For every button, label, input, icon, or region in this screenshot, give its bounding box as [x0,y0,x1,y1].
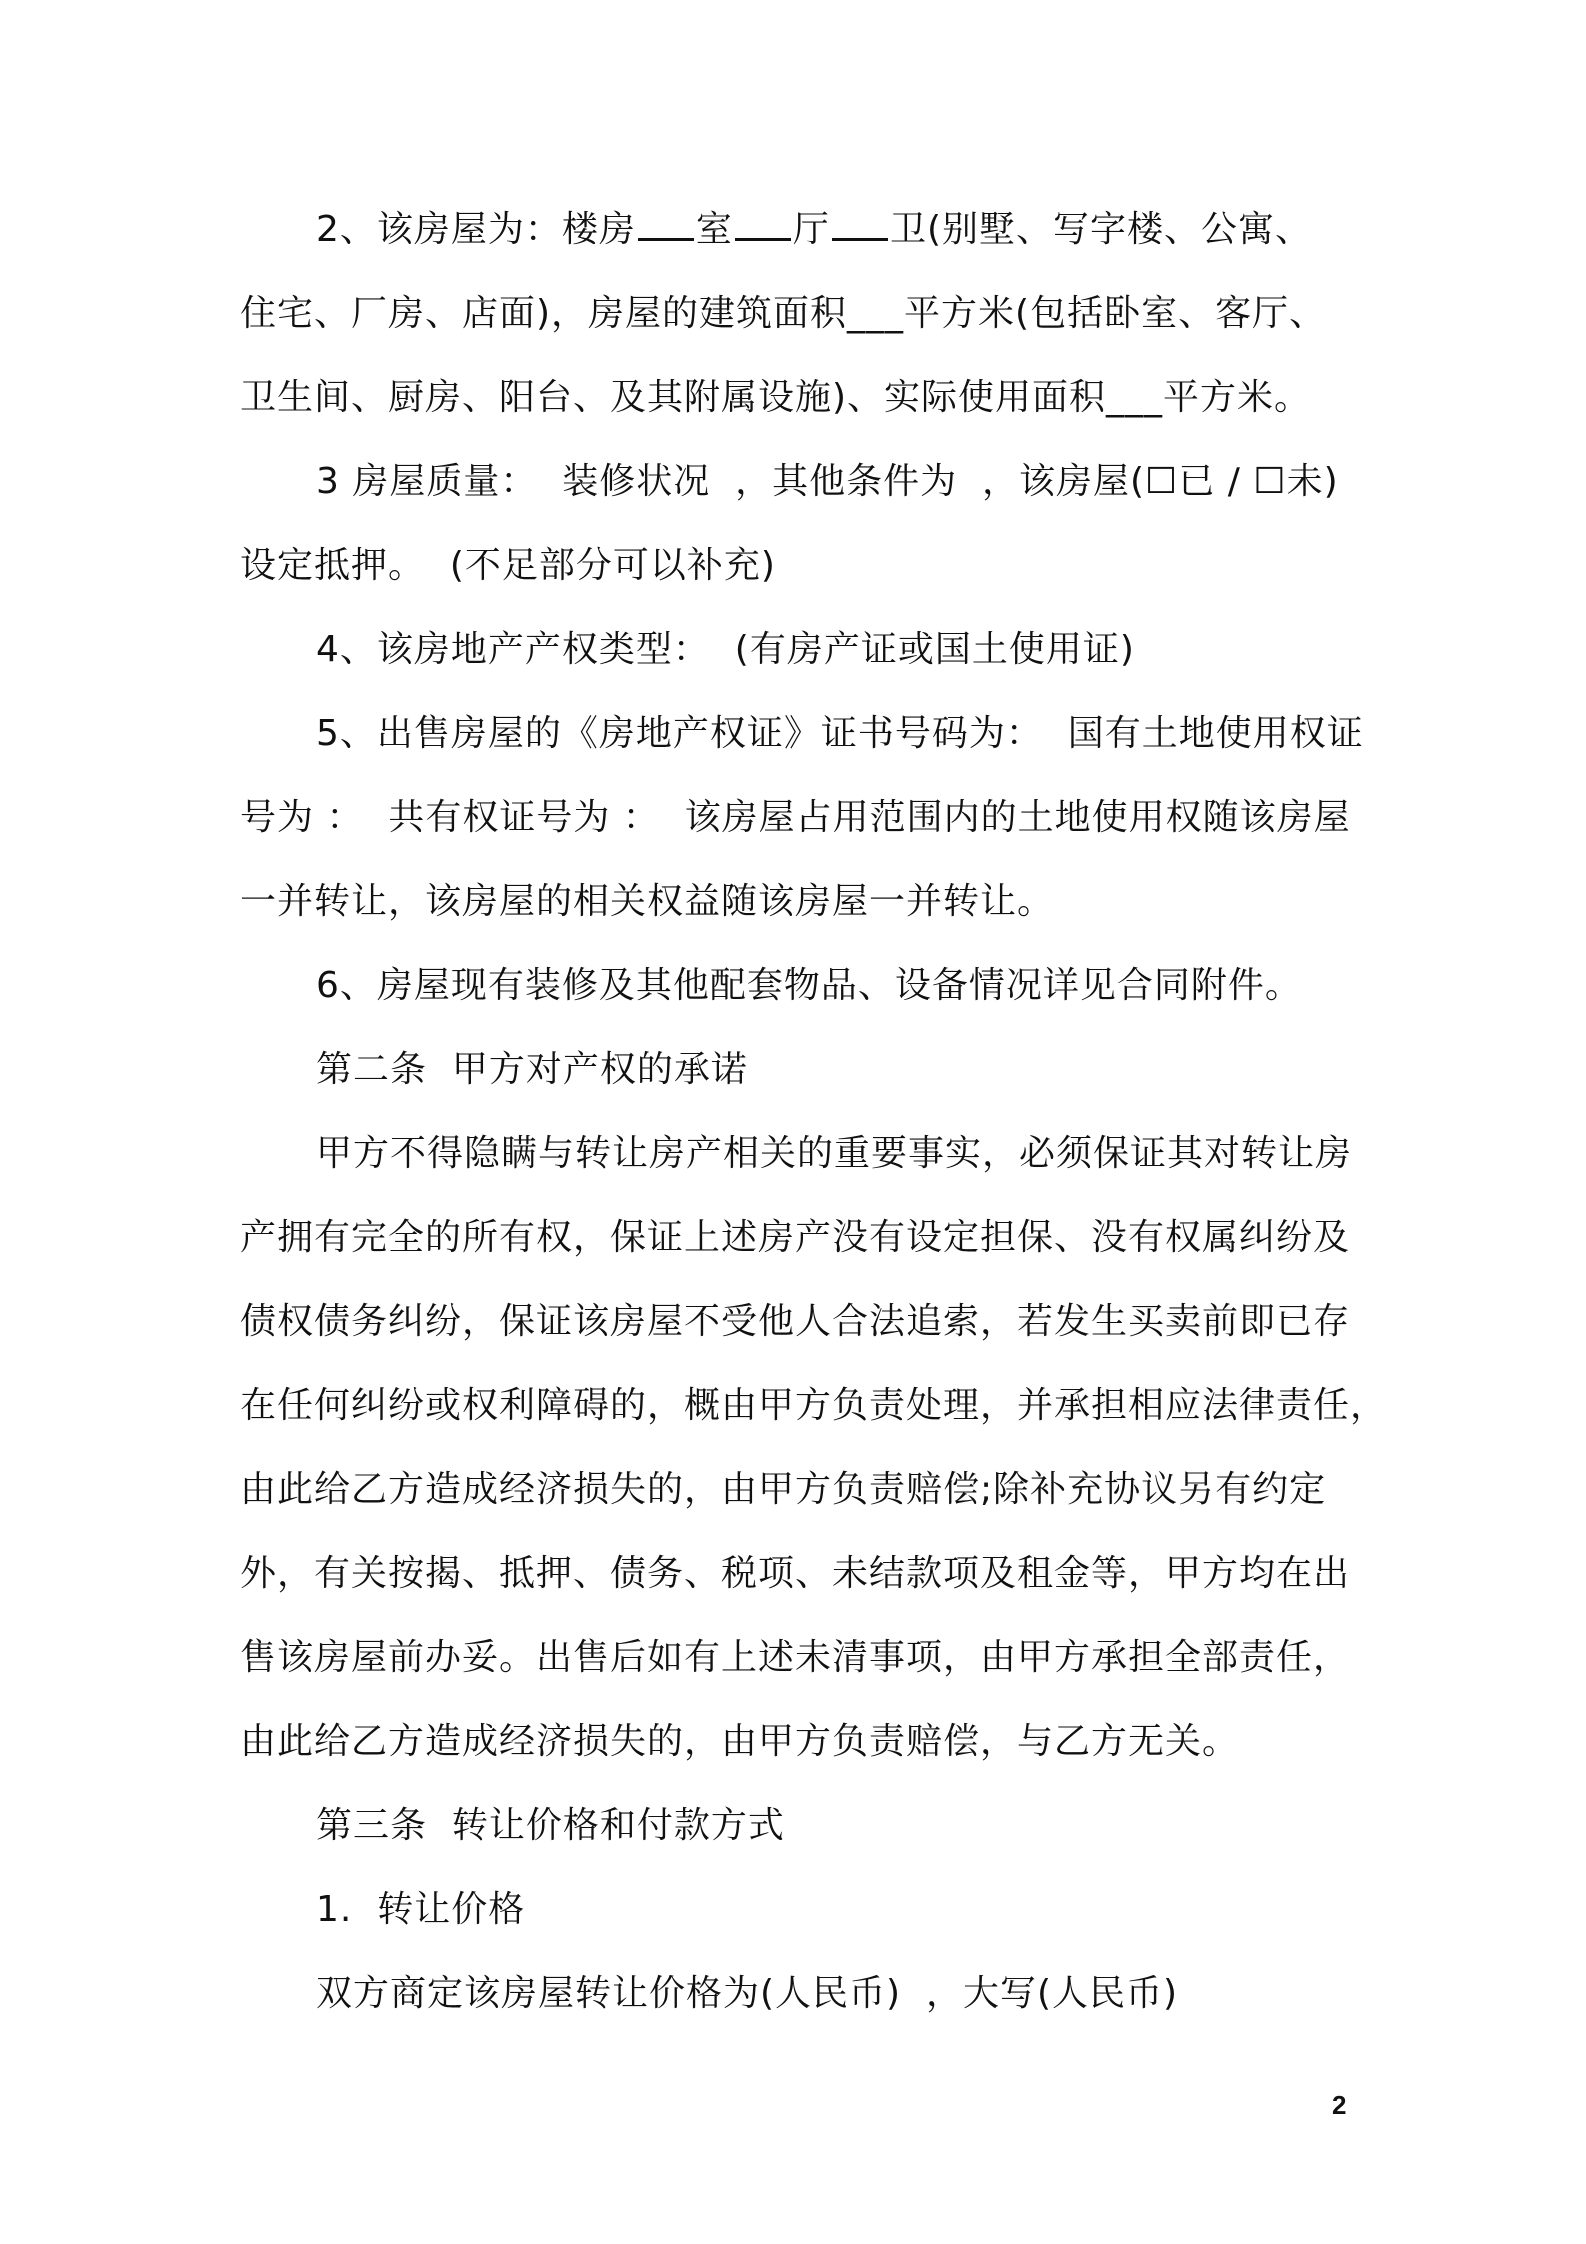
paragraph-line: 一并转让，该房屋的相关权益随该房屋一并转让。 [240,881,1055,922]
blank-halls [735,208,791,241]
page-number: 2 [1332,2090,1347,2120]
clause-1-item-2 [316,206,1312,254]
paragraph-line: 号为 ： 共有权证号为 ： 该房屋占用范围内的土地使用权随该房屋 [240,797,1351,838]
paragraph-line: 外，有关按揭、抵押、债务、税项、未结款项及租金等，甲方均在出 [240,1553,1351,1594]
blank-baths [832,208,888,241]
section-heading-article-3: 第三条 转让价格和付款方式 [316,1805,785,1846]
blank-rooms [638,208,694,241]
clause-1-item-3: 3 房屋质量： 装修状况 ，其他条件为 ，该房屋(☐已 / ☐未) [316,461,1339,502]
clause-1-item-4: 4、该房地产产权类型： (有房产证或国土使用证) [316,629,1135,670]
text-segment: 室 [695,209,733,250]
paragraph-line: 双方商定该房屋转让价格为(人民币) ，大写(人民币) [316,1973,1179,2014]
paragraph-line: 在任何纠纷或权利障碍的，概由甲方负责处理，并承担相应法律责任， [240,1385,1388,1426]
paragraph-line: 设定抵押。 (不足部分可以补充) [240,545,776,586]
text-segment: 2、该房屋为：楼房 [316,209,636,250]
paragraph-line: 债权债务纠纷，保证该房屋不受他人合法追索，若发生买卖前即已存 [240,1301,1351,1342]
paragraph-line: 产拥有完全的所有权，保证上述房产没有设定担保、没有权属纠纷及 [240,1217,1351,1258]
clause-1-item-6: 6、房屋现有装修及其他配套物品、设备情况详见合同附件。 [316,965,1302,1006]
paragraph-line: 由此给乙方造成经济损失的，由甲方负责赔偿，与乙方无关。 [240,1721,1240,1762]
paragraph-line: 住宅、厂房、店面)，房屋的建筑面积___平方米(包括卧室、客厅、 [240,293,1327,334]
paragraph-line: 甲方不得隐瞒与转让房产相关的重要事实，必须保证其对转让房 [316,1133,1353,1174]
paragraph-line: 卫生间、厨房、阳台、及其附属设施)、实际使用面积___平方米。 [240,377,1312,418]
text-segment: 厅 [792,209,830,250]
text-segment: 卫(别墅、写字楼、公寓、 [889,209,1312,250]
section-heading-article-2: 第二条 甲方对产权的承诺 [316,1049,748,1090]
clause-1-item-5: 5、出售房屋的《房地产权证》证书号码为： 国有土地使用权证 [316,713,1364,754]
paragraph-line: 由此给乙方造成经济损失的，由甲方负责赔偿;除补充协议另有约定 [240,1469,1327,1510]
subsection-heading-price: 1. 转让价格 [316,1889,526,1930]
paragraph-line: 售该房屋前办妥。出售后如有上述未清事项，由甲方承担全部责任， [240,1637,1351,1678]
